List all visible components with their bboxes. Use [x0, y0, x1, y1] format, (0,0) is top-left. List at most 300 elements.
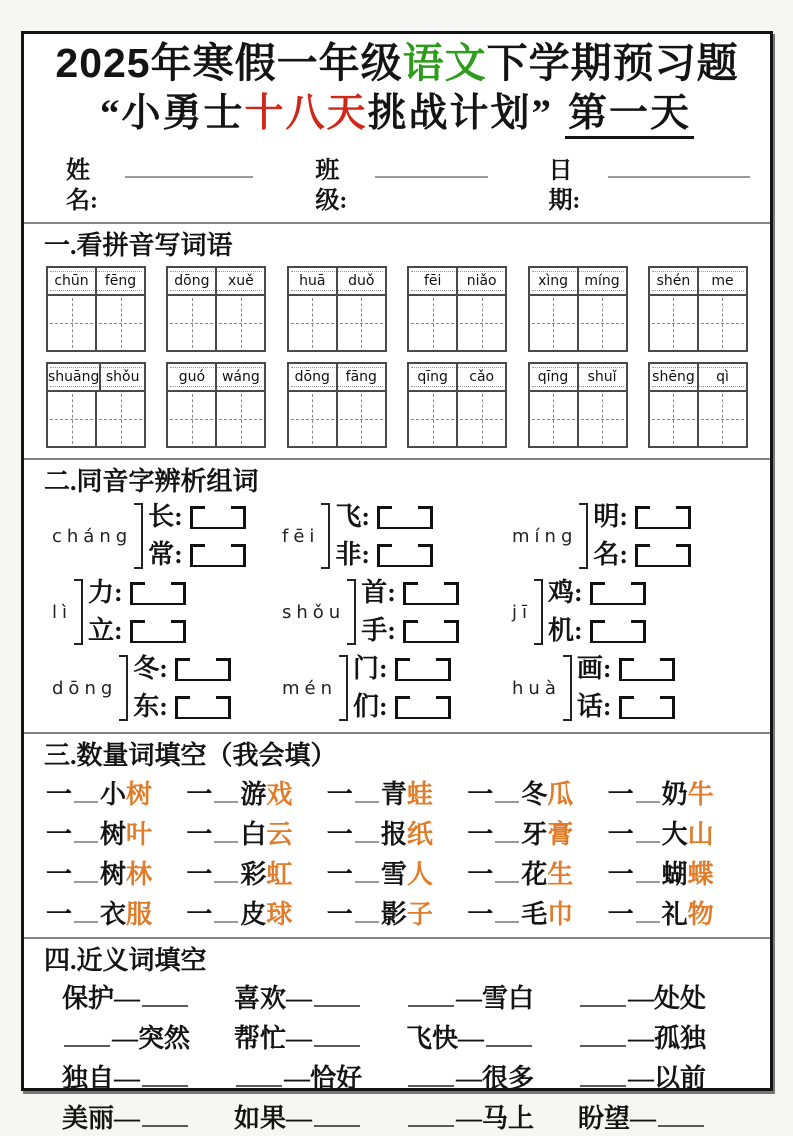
pinyin-label: duǒ: [336, 268, 385, 294]
dash-label: —: [112, 1024, 138, 1054]
answer-box[interactable]: [590, 582, 646, 605]
pinyin-label-row: [530, 268, 626, 296]
homophone-group: [52, 574, 282, 650]
dash-label: —: [630, 1104, 657, 1134]
pinyin-label-row: [530, 364, 626, 392]
pinyin-label: huà: [512, 677, 561, 699]
answer-box[interactable]: [395, 696, 451, 719]
answer-box[interactable]: [619, 658, 675, 681]
pinyin-label-row: [409, 364, 505, 392]
synonym-item: [234, 1102, 406, 1136]
pinyin-label: fēi: [282, 525, 320, 547]
subtitle-part-3: 挑战计划”: [367, 92, 554, 135]
character-label: 话:: [576, 692, 612, 722]
pinyin-word-box: [287, 266, 387, 352]
synonym-item: [62, 1102, 234, 1136]
homophone-group: [282, 650, 512, 726]
pinyin-label: fāng: [336, 364, 385, 390]
noun-first-char: 游: [240, 780, 267, 810]
numeral-label: 一: [46, 780, 73, 810]
pinyin-label-row: [48, 268, 144, 296]
homophone-group: [52, 650, 282, 726]
subtitle-part-1: “小勇士: [99, 92, 245, 135]
blank-line[interactable]: [142, 986, 188, 1008]
noun-first-char: 白: [240, 820, 267, 850]
pinyin-label: dōng: [174, 273, 210, 290]
homophone-group: [512, 650, 742, 726]
blank-line[interactable]: [314, 1106, 360, 1128]
homophone-line: [593, 501, 691, 533]
noun-first-char: 树: [100, 820, 127, 850]
character-label: 名:: [593, 540, 629, 570]
word-label: 孤独: [654, 1024, 707, 1054]
section-divider: [24, 937, 770, 939]
noun-first-char: 影: [380, 900, 407, 930]
character-label: 机:: [548, 616, 583, 646]
section-divider: [24, 222, 770, 224]
pinyin-label-row: [650, 364, 746, 392]
pinyin-word-box: [166, 362, 266, 448]
brace-icon: [563, 655, 572, 721]
writing-grid-row: [650, 392, 746, 446]
pinyin-word-box: [648, 362, 748, 448]
writing-grid-row: [289, 392, 385, 446]
noun-second-char: 林: [126, 860, 153, 890]
word-label: 帮忙: [234, 1024, 287, 1054]
character-label: 立:: [88, 616, 123, 646]
quantity-item: [608, 898, 748, 931]
noun-first-char: 花: [521, 860, 548, 890]
writing-cell[interactable]: [336, 296, 385, 350]
noun-second-char: 蝶: [687, 860, 714, 890]
synonym-item: [234, 1062, 406, 1096]
synonym-item: [234, 982, 406, 1016]
pinyin-label: guó: [178, 369, 206, 386]
writing-grid-row: [530, 392, 626, 446]
noun-second-char: 云: [266, 820, 293, 850]
blank-line[interactable]: [580, 986, 626, 1008]
title-part-3: 下学期预习题: [486, 40, 739, 86]
noun-second-char: 子: [406, 900, 433, 930]
answer-box[interactable]: [590, 620, 646, 643]
synonym-item: [62, 982, 234, 1016]
character-label: 常:: [148, 540, 183, 570]
homophone-group: [282, 498, 512, 574]
answer-box[interactable]: [175, 696, 231, 719]
noun-first-char: 彩: [240, 860, 267, 890]
character-label: 非:: [335, 540, 371, 570]
writing-cell[interactable]: [650, 392, 697, 446]
writing-cell[interactable]: [650, 296, 697, 350]
noun-second-char: 服: [126, 900, 153, 930]
quantity-item: [327, 858, 467, 891]
word-label: 很多: [482, 1064, 535, 1094]
blank-line[interactable]: [74, 821, 98, 844]
blank-line[interactable]: [408, 986, 454, 1008]
page-subtitle: [44, 88, 750, 140]
numeral-label: 一: [607, 860, 634, 890]
answer-box[interactable]: [395, 658, 451, 681]
noun-first-char: 冬: [521, 780, 548, 810]
character-label: 首:: [361, 578, 396, 608]
quantity-item: [327, 898, 467, 931]
word-label: 马上: [482, 1104, 535, 1134]
section3-heading: 三.数量词填空（我会填）: [44, 741, 337, 771]
word-label: 突然: [138, 1024, 191, 1054]
noun-second-char: 巾: [547, 900, 574, 930]
section1-heading: 一.看拼音写词语: [44, 231, 233, 261]
answer-box[interactable]: [635, 506, 691, 529]
writing-cell[interactable]: [577, 392, 626, 446]
noun-first-char: 牙: [521, 820, 548, 850]
name-label: 姓名:: [66, 158, 98, 215]
dash-label: —: [284, 1064, 310, 1094]
dash-label: —: [114, 1104, 141, 1134]
answer-box[interactable]: [190, 544, 246, 567]
answer-box[interactable]: [403, 620, 459, 643]
noun-second-char: 叶: [126, 820, 153, 850]
brace-icon: [579, 503, 588, 569]
writing-cell[interactable]: [168, 296, 215, 350]
homophone-line: [577, 653, 675, 685]
pinyin-label: me: [697, 268, 746, 294]
quantity-item: [327, 778, 467, 811]
synonym-item: [234, 1022, 406, 1056]
writing-cell[interactable]: [48, 296, 95, 350]
writing-cell[interactable]: [336, 392, 385, 446]
blank-line[interactable]: [142, 1106, 188, 1128]
pinyin-label: fēi: [423, 273, 442, 290]
noun-first-char: 小: [100, 780, 127, 810]
noun-second-char: 山: [687, 820, 714, 850]
synonym-item: [578, 1062, 750, 1096]
blank-line[interactable]: [74, 781, 98, 804]
pinyin-label: cǎo: [456, 364, 505, 390]
blank-line[interactable]: [495, 781, 519, 804]
noun-second-char: 生: [547, 860, 574, 890]
pinyin-word-box: [46, 266, 146, 352]
class-label: 班级:: [315, 158, 348, 215]
section2-heading: 二.同音字辨析组词: [44, 467, 259, 497]
answer-box[interactable]: [377, 506, 433, 529]
synonym-item: [406, 982, 578, 1016]
writing-grid-row: [530, 296, 626, 350]
homophone-line: [593, 539, 691, 571]
writing-grid-row: [48, 296, 144, 350]
pinyin-label: shuāng: [48, 369, 100, 386]
blank-line[interactable]: [495, 901, 519, 924]
pinyin-word-box: [46, 362, 146, 448]
noun-first-char: 蝴: [661, 860, 688, 890]
numeral-label: 一: [186, 900, 213, 930]
name-input-line[interactable]: [125, 156, 253, 178]
writing-grid-row: [48, 392, 144, 446]
writing-cell[interactable]: [168, 392, 215, 446]
writing-cell[interactable]: [456, 296, 505, 350]
character-label: 们:: [353, 692, 388, 722]
blank-line[interactable]: [658, 1106, 704, 1128]
pinyin-box-row-2: [46, 362, 748, 448]
numeral-label: 一: [326, 780, 353, 810]
numeral-label: 一: [607, 900, 634, 930]
blank-line[interactable]: [408, 1066, 454, 1088]
writing-cell[interactable]: [456, 392, 505, 446]
numeral-label: 一: [326, 820, 353, 850]
writing-cell[interactable]: [530, 296, 577, 350]
writing-cell[interactable]: [215, 392, 264, 446]
blank-line[interactable]: [64, 1026, 110, 1048]
word-label: 雪白: [482, 984, 535, 1014]
noun-first-char: 青: [380, 780, 407, 810]
writing-cell[interactable]: [409, 296, 456, 350]
writing-cell[interactable]: [95, 296, 144, 350]
dash-label: —: [456, 1104, 482, 1134]
writing-grid-row: [168, 392, 264, 446]
pinyin-label-row: [650, 268, 746, 296]
numeral-label: 一: [467, 860, 494, 890]
brace-icon: [321, 503, 330, 569]
pinyin-label-row: [289, 364, 385, 392]
blank-line[interactable]: [636, 781, 660, 804]
homophone-line: [133, 653, 231, 685]
blank-line[interactable]: [74, 861, 98, 884]
pinyin-label: shuǐ: [577, 364, 626, 390]
pinyin-label: dōng: [52, 677, 118, 699]
dash-label: —: [456, 1064, 482, 1094]
writing-cell[interactable]: [577, 296, 626, 350]
blank-line[interactable]: [236, 1066, 282, 1088]
noun-second-char: 蛙: [406, 780, 433, 810]
numeral-label: 一: [607, 820, 634, 850]
noun-first-char: 毛: [521, 900, 548, 930]
blank-line[interactable]: [355, 901, 379, 924]
section-divider: [24, 732, 770, 734]
writing-cell[interactable]: [697, 392, 746, 446]
synonym-item: [578, 1022, 750, 1056]
pinyin-label: shēng: [652, 369, 695, 386]
pinyin-label: xìng: [538, 273, 569, 290]
section-divider: [24, 458, 770, 460]
writing-cell[interactable]: [48, 392, 95, 446]
pinyin-label: shǒu: [99, 364, 144, 390]
answer-box[interactable]: [130, 582, 186, 605]
writing-cell[interactable]: [289, 392, 336, 446]
pinyin-label-row: [48, 364, 144, 392]
noun-second-char: 人: [406, 860, 433, 890]
writing-grid-row: [409, 392, 505, 446]
homophone-line: [548, 577, 646, 609]
answer-box[interactable]: [190, 506, 246, 529]
date-label: 日期:: [548, 158, 581, 215]
pinyin-label: míng: [512, 525, 578, 547]
dash-label: —: [456, 984, 482, 1014]
pinyin-word-box: [407, 266, 507, 352]
character-label: 门:: [353, 654, 388, 684]
pinyin-word-box: [287, 362, 387, 448]
blank-line[interactable]: [314, 986, 360, 1008]
synonym-item: [578, 1102, 750, 1136]
pinyin-label: cháng: [52, 525, 133, 547]
homophone-line: [361, 615, 459, 647]
numeral-label: 一: [326, 900, 353, 930]
pinyin-label: shén: [656, 273, 691, 290]
character-label: 明:: [593, 502, 629, 532]
homophone-line: [353, 653, 451, 685]
noun-first-char: 奶: [661, 780, 688, 810]
synonym-item: [62, 1062, 234, 1096]
writing-cell[interactable]: [289, 296, 336, 350]
homophone-group: [512, 498, 742, 574]
blank-line[interactable]: [214, 821, 238, 844]
numeral-label: 一: [186, 820, 213, 850]
blank-line[interactable]: [355, 861, 379, 884]
quantity-item: [608, 858, 748, 891]
blank-line[interactable]: [636, 861, 660, 884]
noun-first-char: 礼: [661, 900, 688, 930]
numeral-label: 一: [46, 820, 73, 850]
writing-cell[interactable]: [697, 296, 746, 350]
character-label: 长:: [148, 502, 183, 532]
quantity-item: [467, 898, 607, 931]
brace-icon: [134, 503, 143, 569]
numeral-label: 一: [186, 780, 213, 810]
date-input-line[interactable]: [608, 156, 750, 178]
numeral-label: 一: [186, 860, 213, 890]
answer-box[interactable]: [403, 582, 459, 605]
homophone-line: [148, 501, 246, 533]
blank-line[interactable]: [408, 1106, 454, 1128]
writing-cell[interactable]: [95, 392, 144, 446]
numeral-label: 一: [46, 900, 73, 930]
worksheet-frame: [21, 31, 773, 1134]
subtitle-days-highlight: 十八天: [244, 92, 368, 135]
blank-line[interactable]: [214, 781, 238, 804]
quantity-item: [467, 778, 607, 811]
pinyin-word-box: [528, 266, 628, 352]
noun-first-char: 雪: [380, 860, 407, 890]
blank-line[interactable]: [74, 901, 98, 924]
word-label: 盼望: [578, 1104, 631, 1134]
blank-line[interactable]: [314, 1026, 360, 1048]
pinyin-label-row: [168, 268, 264, 296]
answer-box[interactable]: [619, 696, 675, 719]
pinyin-label: qì: [697, 364, 746, 390]
word-label: 保护: [62, 984, 115, 1014]
quantity-item: [186, 898, 326, 931]
noun-first-char: 皮: [240, 900, 267, 930]
dash-label: —: [286, 1024, 313, 1054]
blank-line[interactable]: [214, 861, 238, 884]
synonym-item: [406, 1022, 578, 1056]
pinyin-label: fēng: [95, 268, 144, 294]
pinyin-word-box: [648, 266, 748, 352]
blank-line[interactable]: [355, 821, 379, 844]
blank-line[interactable]: [355, 781, 379, 804]
homophone-group: [282, 574, 512, 650]
word-label: 喜欢: [234, 984, 287, 1014]
synonym-item: [578, 982, 750, 1016]
homophone-group: [512, 574, 742, 650]
writing-cell[interactable]: [530, 392, 577, 446]
writing-grid-row: [650, 296, 746, 350]
dash-label: —: [286, 984, 313, 1014]
pinyin-label: mén: [282, 677, 338, 699]
pinyin-label: xuě: [215, 268, 264, 294]
dash-label: —: [458, 1024, 485, 1054]
dash-label: —: [286, 1104, 313, 1134]
pinyin-label: niǎo: [456, 268, 505, 294]
quantity-item: [46, 858, 186, 891]
character-label: 力:: [88, 578, 123, 608]
blank-line[interactable]: [580, 1066, 626, 1088]
character-label: 鸡:: [548, 578, 583, 608]
writing-cell[interactable]: [215, 296, 264, 350]
brace-icon: [339, 655, 348, 721]
day-number-label: 第一天: [565, 92, 694, 139]
noun-second-char: 纸: [406, 820, 433, 850]
homophone-line: [548, 615, 646, 647]
answer-box[interactable]: [635, 544, 691, 567]
blank-line[interactable]: [495, 861, 519, 884]
character-label: 手:: [361, 616, 396, 646]
noun-second-char: 戏: [266, 780, 293, 810]
pinyin-word-box: [528, 362, 628, 448]
dash-label: —: [114, 984, 141, 1014]
homophone-line: [88, 577, 186, 609]
synonym-item: [406, 1102, 578, 1136]
blank-line[interactable]: [636, 821, 660, 844]
word-label: 处处: [654, 984, 707, 1014]
title-subject-highlight: 语文: [402, 40, 487, 86]
writing-grid-row: [289, 296, 385, 350]
homophone-line: [577, 691, 675, 723]
title-part-1: 2025年寒假一年级: [55, 40, 403, 86]
noun-second-char: 球: [266, 900, 293, 930]
word-label: 以前: [654, 1064, 707, 1094]
answer-box[interactable]: [175, 658, 231, 681]
blank-line[interactable]: [636, 901, 660, 924]
dash-label: —: [114, 1064, 141, 1094]
blank-line[interactable]: [580, 1026, 626, 1048]
writing-cell[interactable]: [409, 392, 456, 446]
answer-box[interactable]: [377, 544, 433, 567]
noun-first-char: 大: [661, 820, 688, 850]
class-input-line[interactable]: [375, 156, 489, 178]
blank-line[interactable]: [214, 901, 238, 924]
noun-first-char: 报: [380, 820, 407, 850]
numeral-label: 一: [46, 860, 73, 890]
character-label: 飞:: [335, 502, 371, 532]
blank-line[interactable]: [486, 1026, 532, 1048]
pinyin-label: qīng: [417, 369, 448, 386]
homophone-group: [52, 498, 282, 574]
blank-line[interactable]: [495, 821, 519, 844]
pinyin-word-box: [166, 266, 266, 352]
noun-second-char: 牛: [687, 780, 714, 810]
brace-icon: [347, 579, 356, 645]
quantity-item: [186, 858, 326, 891]
noun-second-char: 物: [687, 900, 714, 930]
writing-grid-row: [409, 296, 505, 350]
noun-first-char: 树: [100, 860, 127, 890]
blank-line[interactable]: [142, 1066, 188, 1088]
answer-box[interactable]: [130, 620, 186, 643]
word-label: 飞快: [406, 1024, 459, 1054]
word-label: 独自: [62, 1064, 115, 1094]
quantity-item: [186, 818, 326, 851]
pinyin-label: míng: [577, 268, 626, 294]
homophone-line: [335, 501, 433, 533]
